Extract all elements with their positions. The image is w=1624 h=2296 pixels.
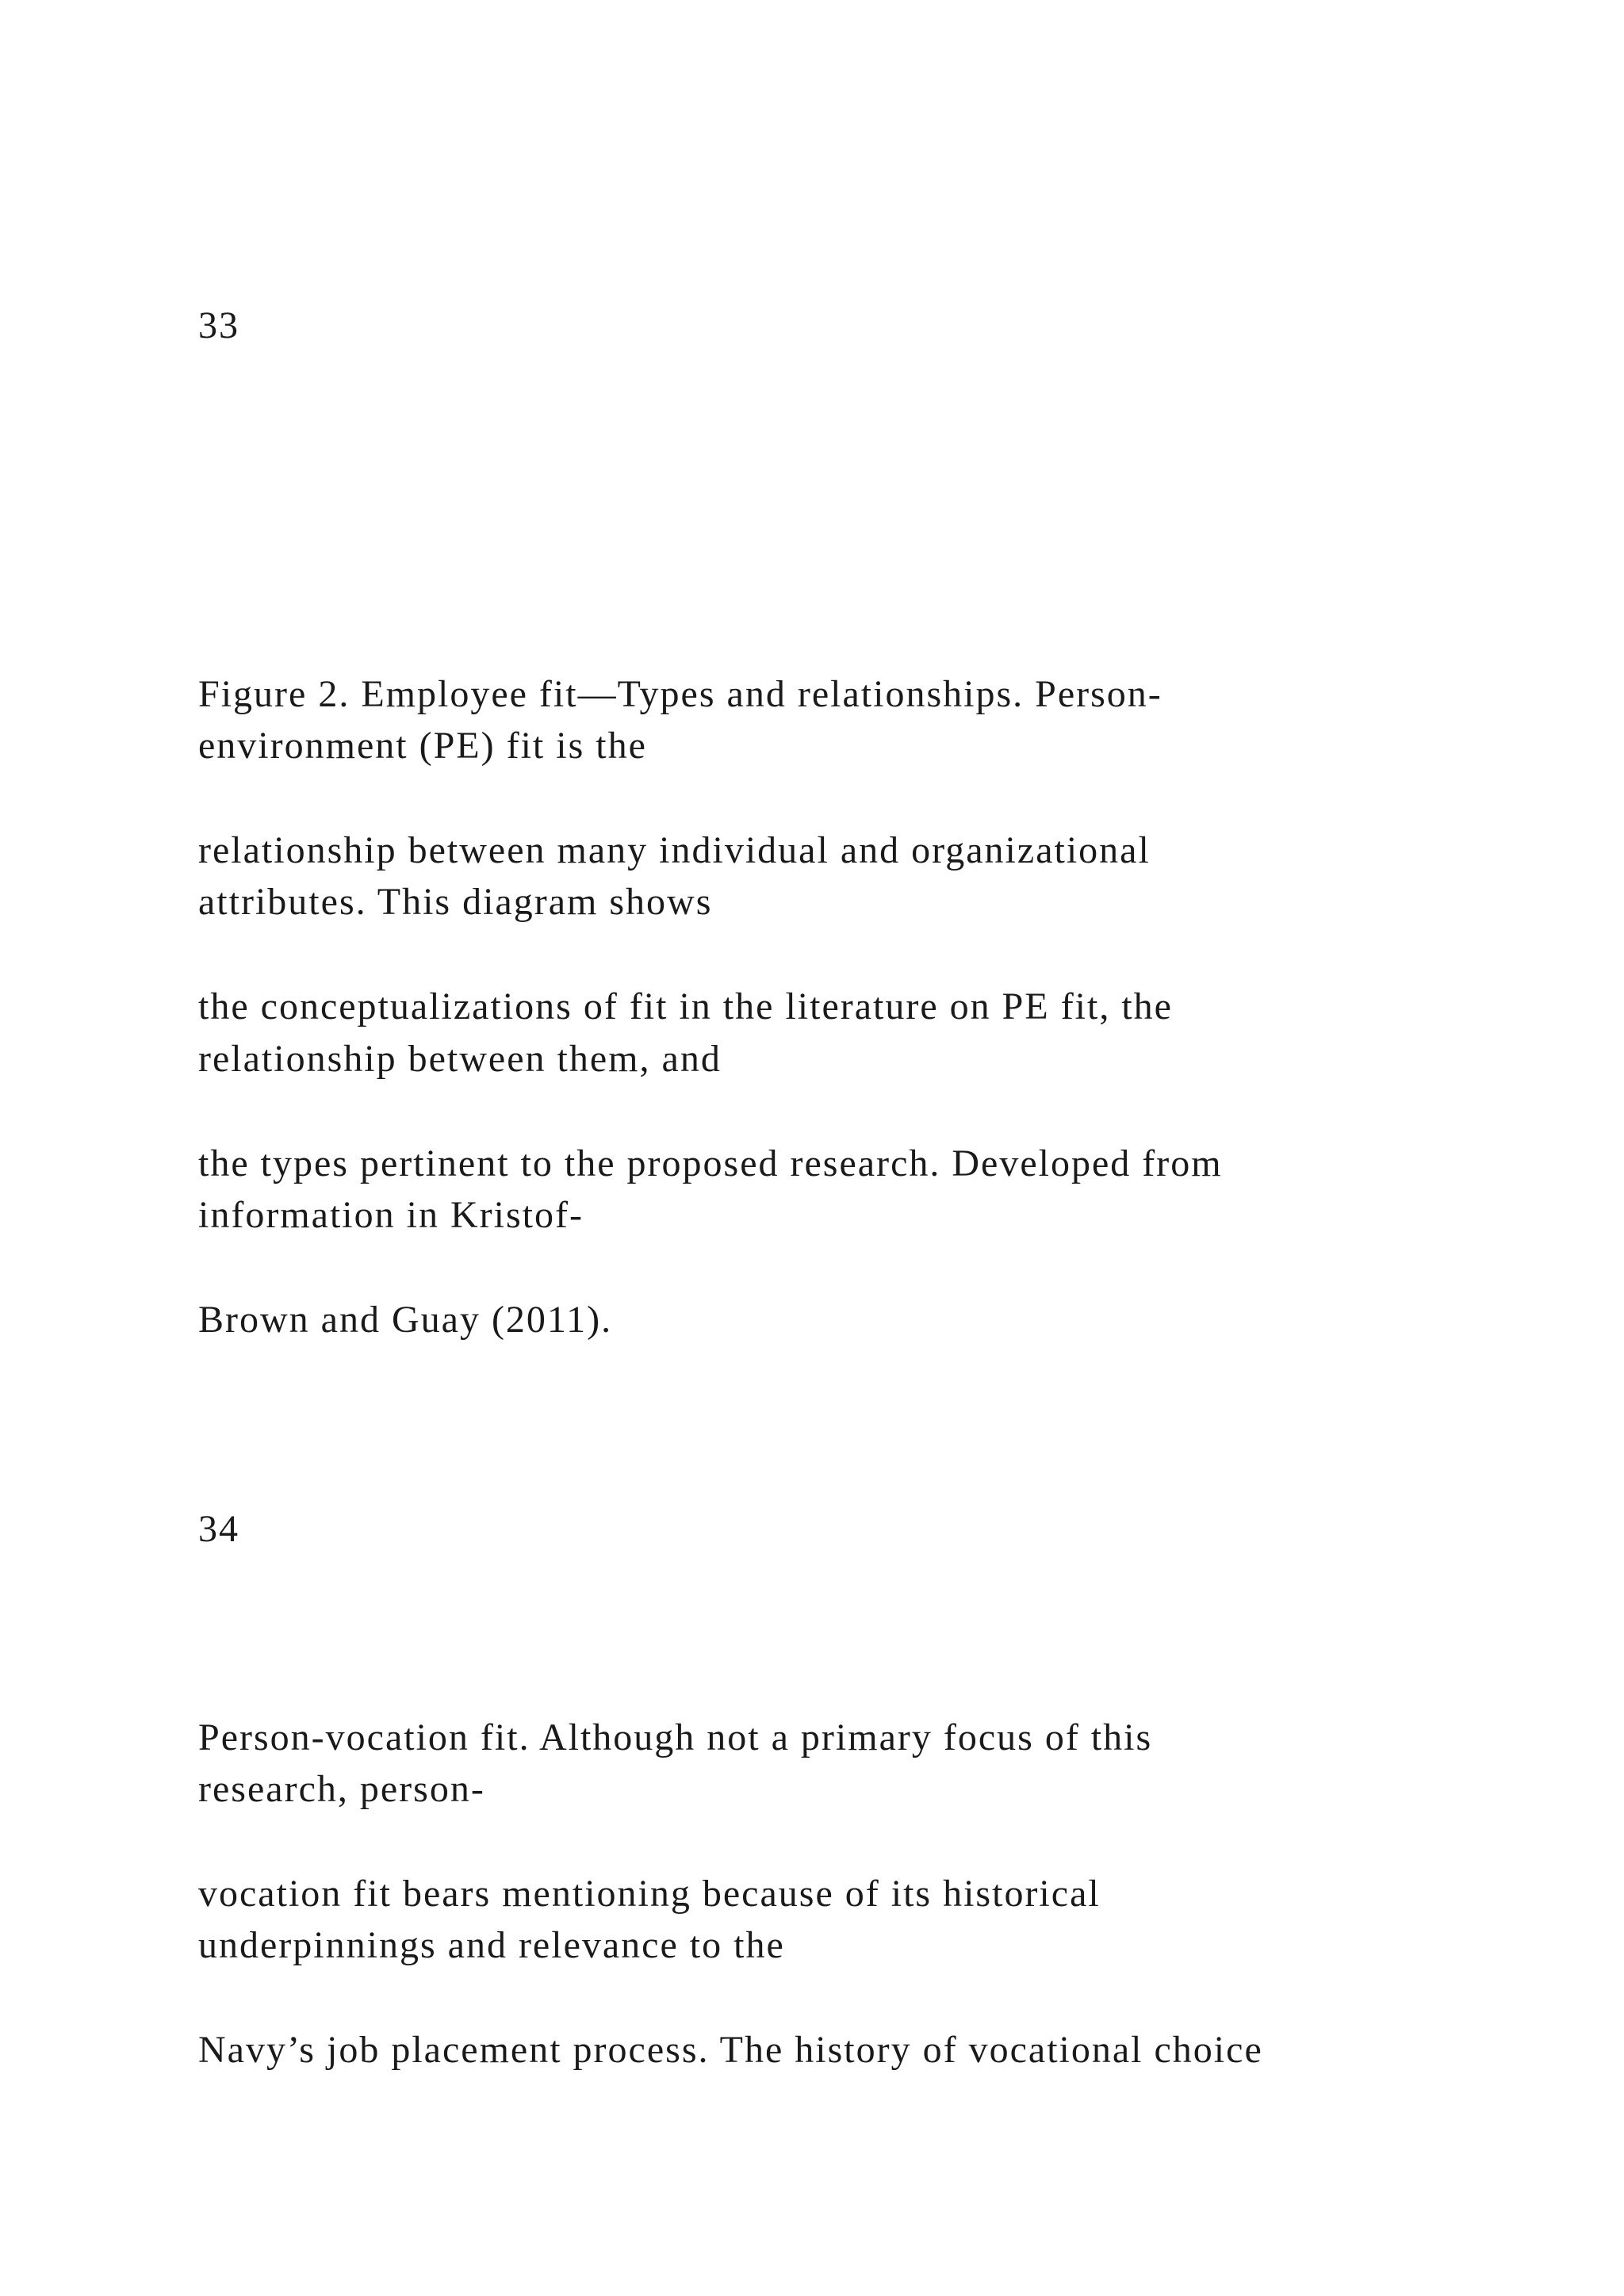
figure-caption-line: relationship between them, and bbox=[198, 1038, 722, 1080]
page-number: 33 bbox=[198, 304, 239, 346]
figure-caption-line: Figure 2. Employee fit—Types and relationships. Person- bbox=[198, 673, 1162, 715]
figure-caption-line: relationship between many individual and organizational bbox=[198, 829, 1151, 871]
figure-caption-line: Brown and Guay (2011). bbox=[198, 1299, 613, 1341]
body-text-line: vocation fit bears mentioning because of its historical bbox=[198, 1873, 1101, 1915]
figure-caption-line: information in Kristof- bbox=[198, 1194, 584, 1236]
body-text-line: Person-vocation fit. Although not a primary focus of this bbox=[198, 1716, 1153, 1758]
figure-caption-line: environment (PE) fit is the bbox=[198, 725, 647, 767]
body-text-line: Navy’s job placement process. The history of vocational choice bbox=[198, 2029, 1263, 2071]
body-text-line: research, person- bbox=[198, 1768, 485, 1810]
figure-caption-line: the types pertinent to the proposed research. Developed from bbox=[198, 1142, 1223, 1184]
body-text-line: underpinnings and relevance to the bbox=[198, 1924, 785, 1966]
page-number: 34 bbox=[198, 1508, 239, 1550]
figure-caption-line: attributes. This diagram shows bbox=[198, 881, 713, 923]
figure-caption-line: the conceptualizations of fit in the literature on PE fit, the bbox=[198, 985, 1173, 1027]
